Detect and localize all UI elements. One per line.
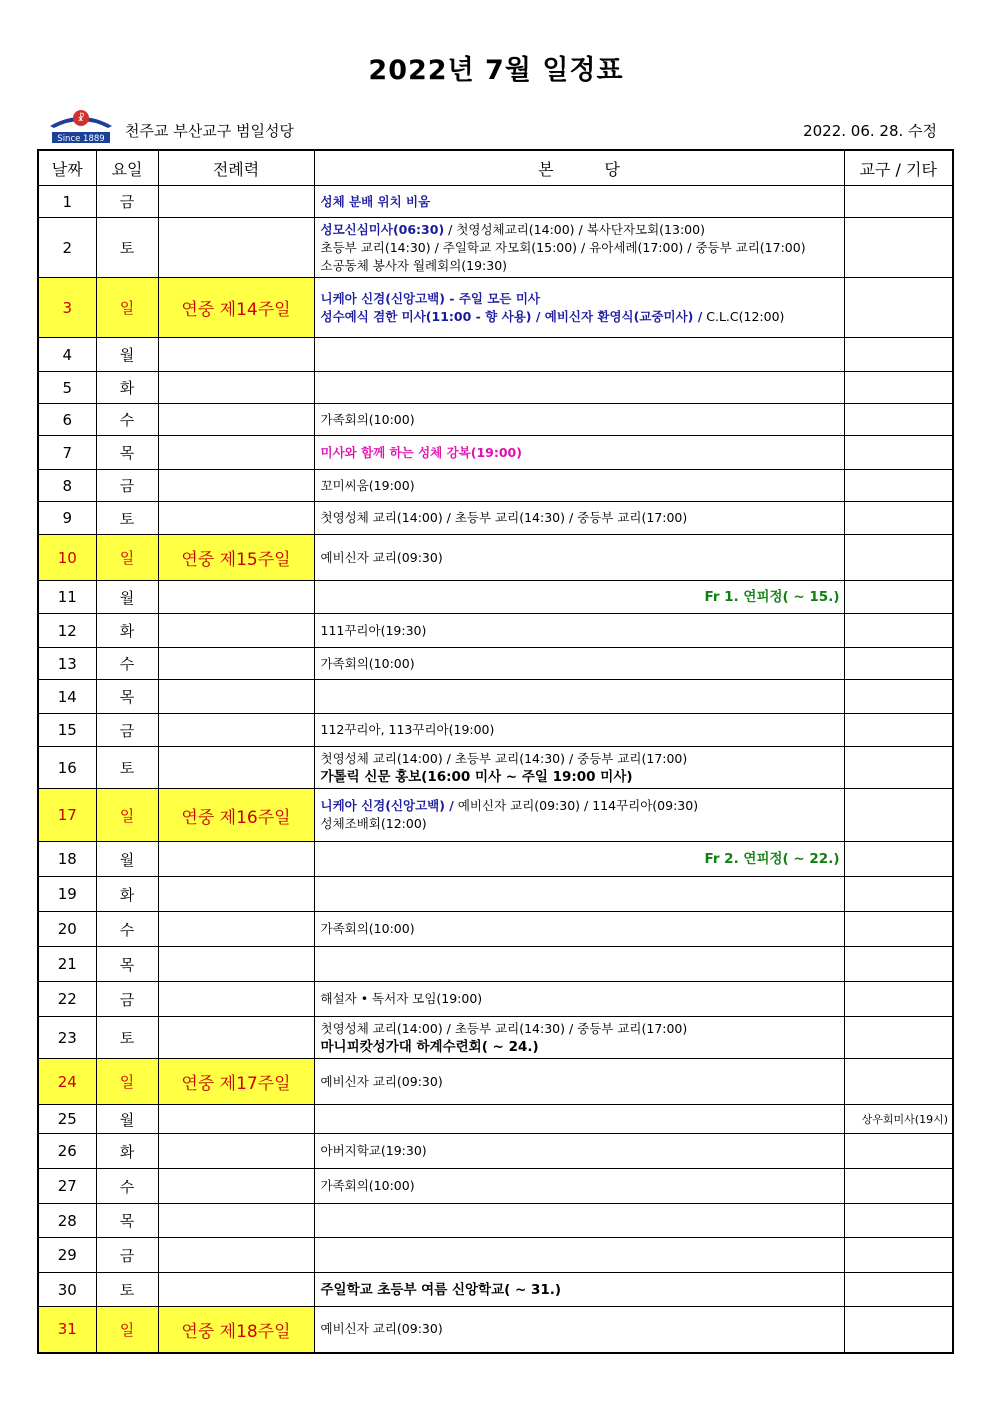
revision-date: 2022. 06. 28. 수정 bbox=[803, 122, 937, 140]
day-cell: 일 bbox=[96, 1059, 158, 1105]
column-header-parish: 본 당 bbox=[314, 150, 844, 186]
table-row bbox=[38, 912, 953, 947]
liturgy-cell bbox=[158, 947, 314, 982]
date-cell: 16 bbox=[38, 747, 96, 789]
page-title: 2022년 7월 일정표 bbox=[368, 55, 624, 86]
day-cell: 월 bbox=[96, 581, 158, 614]
parish-events-cell bbox=[314, 648, 844, 680]
parish-events-cell bbox=[314, 1273, 844, 1307]
event-line: 미사와 함께 하는 성체 강복(19:00) bbox=[320, 444, 522, 460]
liturgy-cell bbox=[158, 614, 314, 648]
logo-text: Since 1889 bbox=[57, 134, 105, 144]
day-cell: 토 bbox=[96, 218, 158, 278]
liturgy-cell bbox=[158, 404, 314, 436]
event-line: 성체 분배 위치 비움 bbox=[320, 193, 431, 209]
date-cell: 4 bbox=[38, 338, 96, 372]
diocese-etc-cell bbox=[844, 502, 953, 535]
table-row bbox=[38, 1134, 953, 1169]
table-row bbox=[38, 680, 953, 714]
parish-events-cell bbox=[314, 338, 844, 372]
event-line bbox=[321, 308, 840, 326]
table-row bbox=[38, 877, 953, 912]
date-cell: 14 bbox=[38, 680, 96, 714]
liturgy-cell bbox=[158, 648, 314, 680]
parish-events-cell bbox=[314, 581, 844, 614]
parish-events-cell bbox=[314, 1169, 844, 1204]
day-cell: 수 bbox=[96, 404, 158, 436]
table-row bbox=[38, 614, 953, 648]
diocese-etc-cell bbox=[844, 1169, 953, 1204]
day-cell: 화 bbox=[96, 372, 158, 404]
liturgy-cell bbox=[158, 502, 314, 535]
table-row bbox=[38, 470, 953, 502]
liturgy-cell bbox=[158, 470, 314, 502]
parish-events-cell bbox=[314, 1017, 844, 1059]
diocese-etc-cell bbox=[844, 747, 953, 789]
table-row bbox=[38, 338, 953, 372]
liturgy-cell bbox=[158, 218, 314, 278]
table-row bbox=[38, 842, 953, 877]
liturgy-cell bbox=[158, 1273, 314, 1307]
table-row bbox=[38, 947, 953, 982]
diocese-etc-cell bbox=[844, 404, 953, 436]
date-cell: 7 bbox=[38, 436, 96, 470]
diocese-etc-cell bbox=[844, 278, 953, 338]
day-cell: 금 bbox=[96, 1238, 158, 1273]
date-cell: 17 bbox=[38, 789, 96, 842]
date-cell: 29 bbox=[38, 1238, 96, 1273]
parish-events-cell bbox=[314, 502, 844, 535]
liturgy-cell bbox=[158, 912, 314, 947]
day-cell: 금 bbox=[96, 714, 158, 747]
liturgy-cell bbox=[158, 714, 314, 747]
event-line: 니케아 신경(신앙고백) - 주일 모든 미사 bbox=[320, 290, 540, 306]
event-line: 마니피캇성가대 하계수련회( ~ 24.) bbox=[320, 1038, 539, 1055]
table-row bbox=[38, 278, 953, 338]
parish-events-cell bbox=[314, 1307, 844, 1353]
date-cell: 31 bbox=[38, 1307, 96, 1353]
day-cell: 월 bbox=[96, 842, 158, 877]
day-cell: 토 bbox=[96, 502, 158, 535]
day-cell: 화 bbox=[96, 1134, 158, 1169]
event-text: C.L.C(12:00) bbox=[702, 308, 785, 324]
retreat-notice: Fr 2. 연피정( ~ 22.) bbox=[704, 851, 840, 867]
schedule-table bbox=[37, 149, 954, 1354]
event-line bbox=[321, 797, 840, 815]
diocese-etc-cell bbox=[844, 614, 953, 648]
event-highlight: 성모신심미사(06:30) bbox=[320, 221, 445, 237]
parish-events-cell bbox=[314, 1134, 844, 1169]
diocese-etc-cell bbox=[844, 1238, 953, 1273]
event-line: 예비신자 교리(09:30) bbox=[320, 1073, 443, 1089]
parish-events-cell bbox=[314, 982, 844, 1017]
table-row bbox=[38, 1307, 953, 1353]
event-line: 111꾸리아(19:30) bbox=[320, 622, 427, 638]
date-cell: 18 bbox=[38, 842, 96, 877]
date-cell: 5 bbox=[38, 372, 96, 404]
date-cell: 3 bbox=[38, 278, 96, 338]
parish-events-cell bbox=[314, 1105, 844, 1134]
event-text: 예비신자 교리(09:30) / 114꾸리아(09:30) bbox=[453, 798, 699, 813]
event-line: 예비신자 교리(09:30) bbox=[320, 549, 443, 565]
table-row bbox=[38, 1204, 953, 1238]
liturgy-cell bbox=[158, 1134, 314, 1169]
day-cell: 토 bbox=[96, 1017, 158, 1059]
day-cell: 수 bbox=[96, 1169, 158, 1204]
table-row bbox=[38, 1017, 953, 1059]
day-cell: 토 bbox=[96, 1273, 158, 1307]
table-row bbox=[38, 502, 953, 535]
diocese-etc-cell bbox=[844, 535, 953, 581]
day-cell: 금 bbox=[96, 186, 158, 218]
date-cell: 2 bbox=[38, 218, 96, 278]
event-line: 해설자 • 독서자 모임(19:00) bbox=[320, 991, 483, 1006]
event-line: 꼬미씨움(19:00) bbox=[320, 477, 415, 493]
diocese-etc-cell bbox=[844, 789, 953, 842]
date-cell: 6 bbox=[38, 404, 96, 436]
event-line: 첫영성체 교리(14:00) / 초등부 교리(14:30) / 중등부 교리(17:00) bbox=[320, 1020, 688, 1036]
date-cell: 21 bbox=[38, 947, 96, 982]
date-cell: 1 bbox=[38, 186, 96, 218]
diocese-etc-cell bbox=[844, 982, 953, 1017]
diocese-etc-cell bbox=[844, 470, 953, 502]
diocese-etc-cell bbox=[844, 218, 953, 278]
date-cell: 12 bbox=[38, 614, 96, 648]
event-line bbox=[321, 221, 840, 239]
day-cell: 목 bbox=[96, 680, 158, 714]
date-cell: 11 bbox=[38, 581, 96, 614]
parish-events-cell bbox=[314, 278, 844, 338]
day-cell: 수 bbox=[96, 912, 158, 947]
day-cell: 목 bbox=[96, 947, 158, 982]
liturgy-cell bbox=[158, 186, 314, 218]
event-line: 112꾸리아, 113꾸리아(19:00) bbox=[320, 722, 495, 737]
parish-events-cell bbox=[314, 789, 844, 842]
date-cell: 24 bbox=[38, 1059, 96, 1105]
parish-events-cell bbox=[314, 1238, 844, 1273]
event-line: 가족회의(10:00) bbox=[320, 921, 415, 936]
liturgy-cell: 연중 제17주일 bbox=[158, 1059, 314, 1105]
diocese-etc-cell bbox=[844, 947, 953, 982]
diocese-etc-cell bbox=[844, 648, 953, 680]
event-line: 주일학교 초등부 여름 신앙학교( ~ 31.) bbox=[320, 1281, 562, 1298]
parish-events-cell bbox=[314, 1204, 844, 1238]
parish-events-cell bbox=[314, 614, 844, 648]
liturgy-cell bbox=[158, 842, 314, 877]
day-cell: 월 bbox=[96, 338, 158, 372]
parish-events-cell bbox=[314, 436, 844, 470]
diocese-etc-cell bbox=[844, 1273, 953, 1307]
table-row bbox=[38, 1273, 953, 1307]
table-row bbox=[38, 789, 953, 842]
event-line: 성체조배회(12:00) bbox=[320, 816, 427, 831]
diocese-etc-cell bbox=[844, 680, 953, 714]
event-line: 예비신자 교리(09:30) bbox=[320, 1321, 443, 1337]
parish-events-cell bbox=[314, 1059, 844, 1105]
liturgy-cell: 연중 제16주일 bbox=[158, 789, 314, 842]
table-row bbox=[38, 404, 953, 436]
event-line: 가족회의(10:00) bbox=[320, 655, 415, 671]
parish-events-cell bbox=[314, 877, 844, 912]
date-cell: 13 bbox=[38, 648, 96, 680]
parish-events-cell bbox=[314, 404, 844, 436]
event-line: 첫영성체 교리(14:00) / 초등부 교리(14:30) / 중등부 교리(17:00) bbox=[320, 510, 688, 525]
date-cell: 25 bbox=[38, 1105, 96, 1134]
date-cell: 30 bbox=[38, 1273, 96, 1307]
date-cell: 15 bbox=[38, 714, 96, 747]
date-cell: 26 bbox=[38, 1134, 96, 1169]
diocese-etc-cell bbox=[844, 372, 953, 404]
day-cell: 화 bbox=[96, 614, 158, 648]
parish-events-cell bbox=[314, 947, 844, 982]
event-highlight: 니케아 신경(신앙고백) / bbox=[320, 798, 454, 813]
liturgy-cell bbox=[158, 1105, 314, 1134]
event-line: 초등부 교리(14:30) / 주일학교 자모회(15:00) / 유아세례(17:00) / 중등부 교리(17:00) bbox=[320, 239, 806, 255]
liturgy-cell bbox=[158, 338, 314, 372]
day-cell: 화 bbox=[96, 877, 158, 912]
table-row bbox=[38, 372, 953, 404]
liturgy-cell bbox=[158, 747, 314, 789]
diocese-etc-cell bbox=[844, 338, 953, 372]
diocese-etc-cell bbox=[844, 877, 953, 912]
table-row bbox=[38, 747, 953, 789]
date-cell: 9 bbox=[38, 502, 96, 535]
day-cell: 목 bbox=[96, 436, 158, 470]
diocese-etc-cell bbox=[844, 1134, 953, 1169]
event-line: 소공동체 봉사자 월례회의(19:30) bbox=[320, 257, 508, 273]
event-line: 아버지학교(19:30) bbox=[320, 1143, 427, 1158]
date-cell: 10 bbox=[38, 535, 96, 581]
event-highlight: 성수예식 겸한 미사(11:00 - 향 사용) / 예비신자 환영식(교중미사) / bbox=[320, 308, 703, 324]
day-cell: 일 bbox=[96, 535, 158, 581]
liturgy-cell bbox=[158, 372, 314, 404]
liturgy-cell: 연중 제14주일 bbox=[158, 278, 314, 338]
event-text: / 첫영성체교리(14:00) / 복사단자모회(13:00) bbox=[444, 221, 705, 237]
liturgy-cell bbox=[158, 436, 314, 470]
date-cell: 8 bbox=[38, 470, 96, 502]
liturgy-cell: 연중 제15주일 bbox=[158, 535, 314, 581]
table-row bbox=[38, 581, 953, 614]
table-row bbox=[38, 1238, 953, 1273]
event-line: 가족회의(10:00) bbox=[320, 1178, 415, 1193]
table-row bbox=[38, 186, 953, 218]
event-line: 가족회의(10:00) bbox=[320, 411, 415, 427]
liturgy-cell bbox=[158, 1169, 314, 1204]
diocese-etc-cell bbox=[844, 714, 953, 747]
parish-events-cell bbox=[314, 372, 844, 404]
day-cell: 목 bbox=[96, 1204, 158, 1238]
liturgy-cell bbox=[158, 982, 314, 1017]
diocese-etc-cell bbox=[844, 186, 953, 218]
day-cell: 토 bbox=[96, 747, 158, 789]
table-row bbox=[38, 714, 953, 747]
diocese-etc-cell: 상우회미사(19시) bbox=[844, 1105, 953, 1134]
table-row bbox=[38, 1105, 953, 1134]
retreat-notice: Fr 1. 연피정( ~ 15.) bbox=[704, 589, 840, 605]
column-header-date: 날짜 bbox=[38, 150, 96, 186]
liturgy-cell bbox=[158, 1204, 314, 1238]
parish-events-cell bbox=[314, 714, 844, 747]
diocese-etc-cell bbox=[844, 1017, 953, 1059]
column-header-diocese-etc: 교구 / 기타 bbox=[844, 150, 953, 186]
parish-events-cell bbox=[314, 912, 844, 947]
parish-events-cell bbox=[314, 680, 844, 714]
date-cell: 28 bbox=[38, 1204, 96, 1238]
day-cell: 일 bbox=[96, 1307, 158, 1353]
parish-events-cell bbox=[314, 747, 844, 789]
date-cell: 22 bbox=[38, 982, 96, 1017]
day-cell: 월 bbox=[96, 1105, 158, 1134]
diocese-etc-cell bbox=[844, 1307, 953, 1353]
table-row bbox=[38, 648, 953, 680]
parish-events-cell bbox=[314, 842, 844, 877]
liturgy-cell: 연중 제18주일 bbox=[158, 1307, 314, 1353]
diocese-etc-cell bbox=[844, 912, 953, 947]
day-cell: 금 bbox=[96, 470, 158, 502]
table-row bbox=[38, 535, 953, 581]
day-cell: 수 bbox=[96, 648, 158, 680]
organization-name: 천주교 부산교구 범일성당 bbox=[125, 122, 294, 140]
event-line: 가톨릭 신문 홍보(16:00 미사 ~ 주일 19:00 미사) bbox=[320, 768, 633, 785]
table-row bbox=[38, 1059, 953, 1105]
diocese-etc-cell bbox=[844, 1204, 953, 1238]
table-row bbox=[38, 436, 953, 470]
parish-events-cell bbox=[314, 470, 844, 502]
liturgy-cell bbox=[158, 877, 314, 912]
svg-text:☧: ☧ bbox=[77, 114, 85, 124]
liturgy-cell bbox=[158, 581, 314, 614]
column-header-day: 요일 bbox=[96, 150, 158, 186]
diocese-etc-cell bbox=[844, 436, 953, 470]
liturgy-cell bbox=[158, 1238, 314, 1273]
diocese-etc-cell bbox=[844, 581, 953, 614]
day-cell: 금 bbox=[96, 982, 158, 1017]
day-cell: 일 bbox=[96, 278, 158, 338]
liturgy-cell bbox=[158, 1017, 314, 1059]
table-row bbox=[38, 982, 953, 1017]
date-cell: 23 bbox=[38, 1017, 96, 1059]
diocese-etc-cell bbox=[844, 1059, 953, 1105]
liturgy-cell bbox=[158, 680, 314, 714]
event-line: 첫영성체 교리(14:00) / 초등부 교리(14:30) / 중등부 교리(17:00) bbox=[320, 750, 688, 766]
date-cell: 27 bbox=[38, 1169, 96, 1204]
parish-events-cell bbox=[314, 535, 844, 581]
header-row bbox=[42, 104, 942, 144]
date-cell: 19 bbox=[38, 877, 96, 912]
diocese-etc-cell bbox=[844, 842, 953, 877]
parish-events-cell bbox=[314, 186, 844, 218]
parish-logo bbox=[46, 106, 116, 144]
table-row bbox=[38, 218, 953, 278]
table-row bbox=[38, 1169, 953, 1204]
parish-events-cell bbox=[314, 218, 844, 278]
table-header-row bbox=[38, 150, 953, 186]
column-header-liturgy: 전례력 bbox=[158, 150, 314, 186]
date-cell: 20 bbox=[38, 912, 96, 947]
day-cell: 일 bbox=[96, 789, 158, 842]
